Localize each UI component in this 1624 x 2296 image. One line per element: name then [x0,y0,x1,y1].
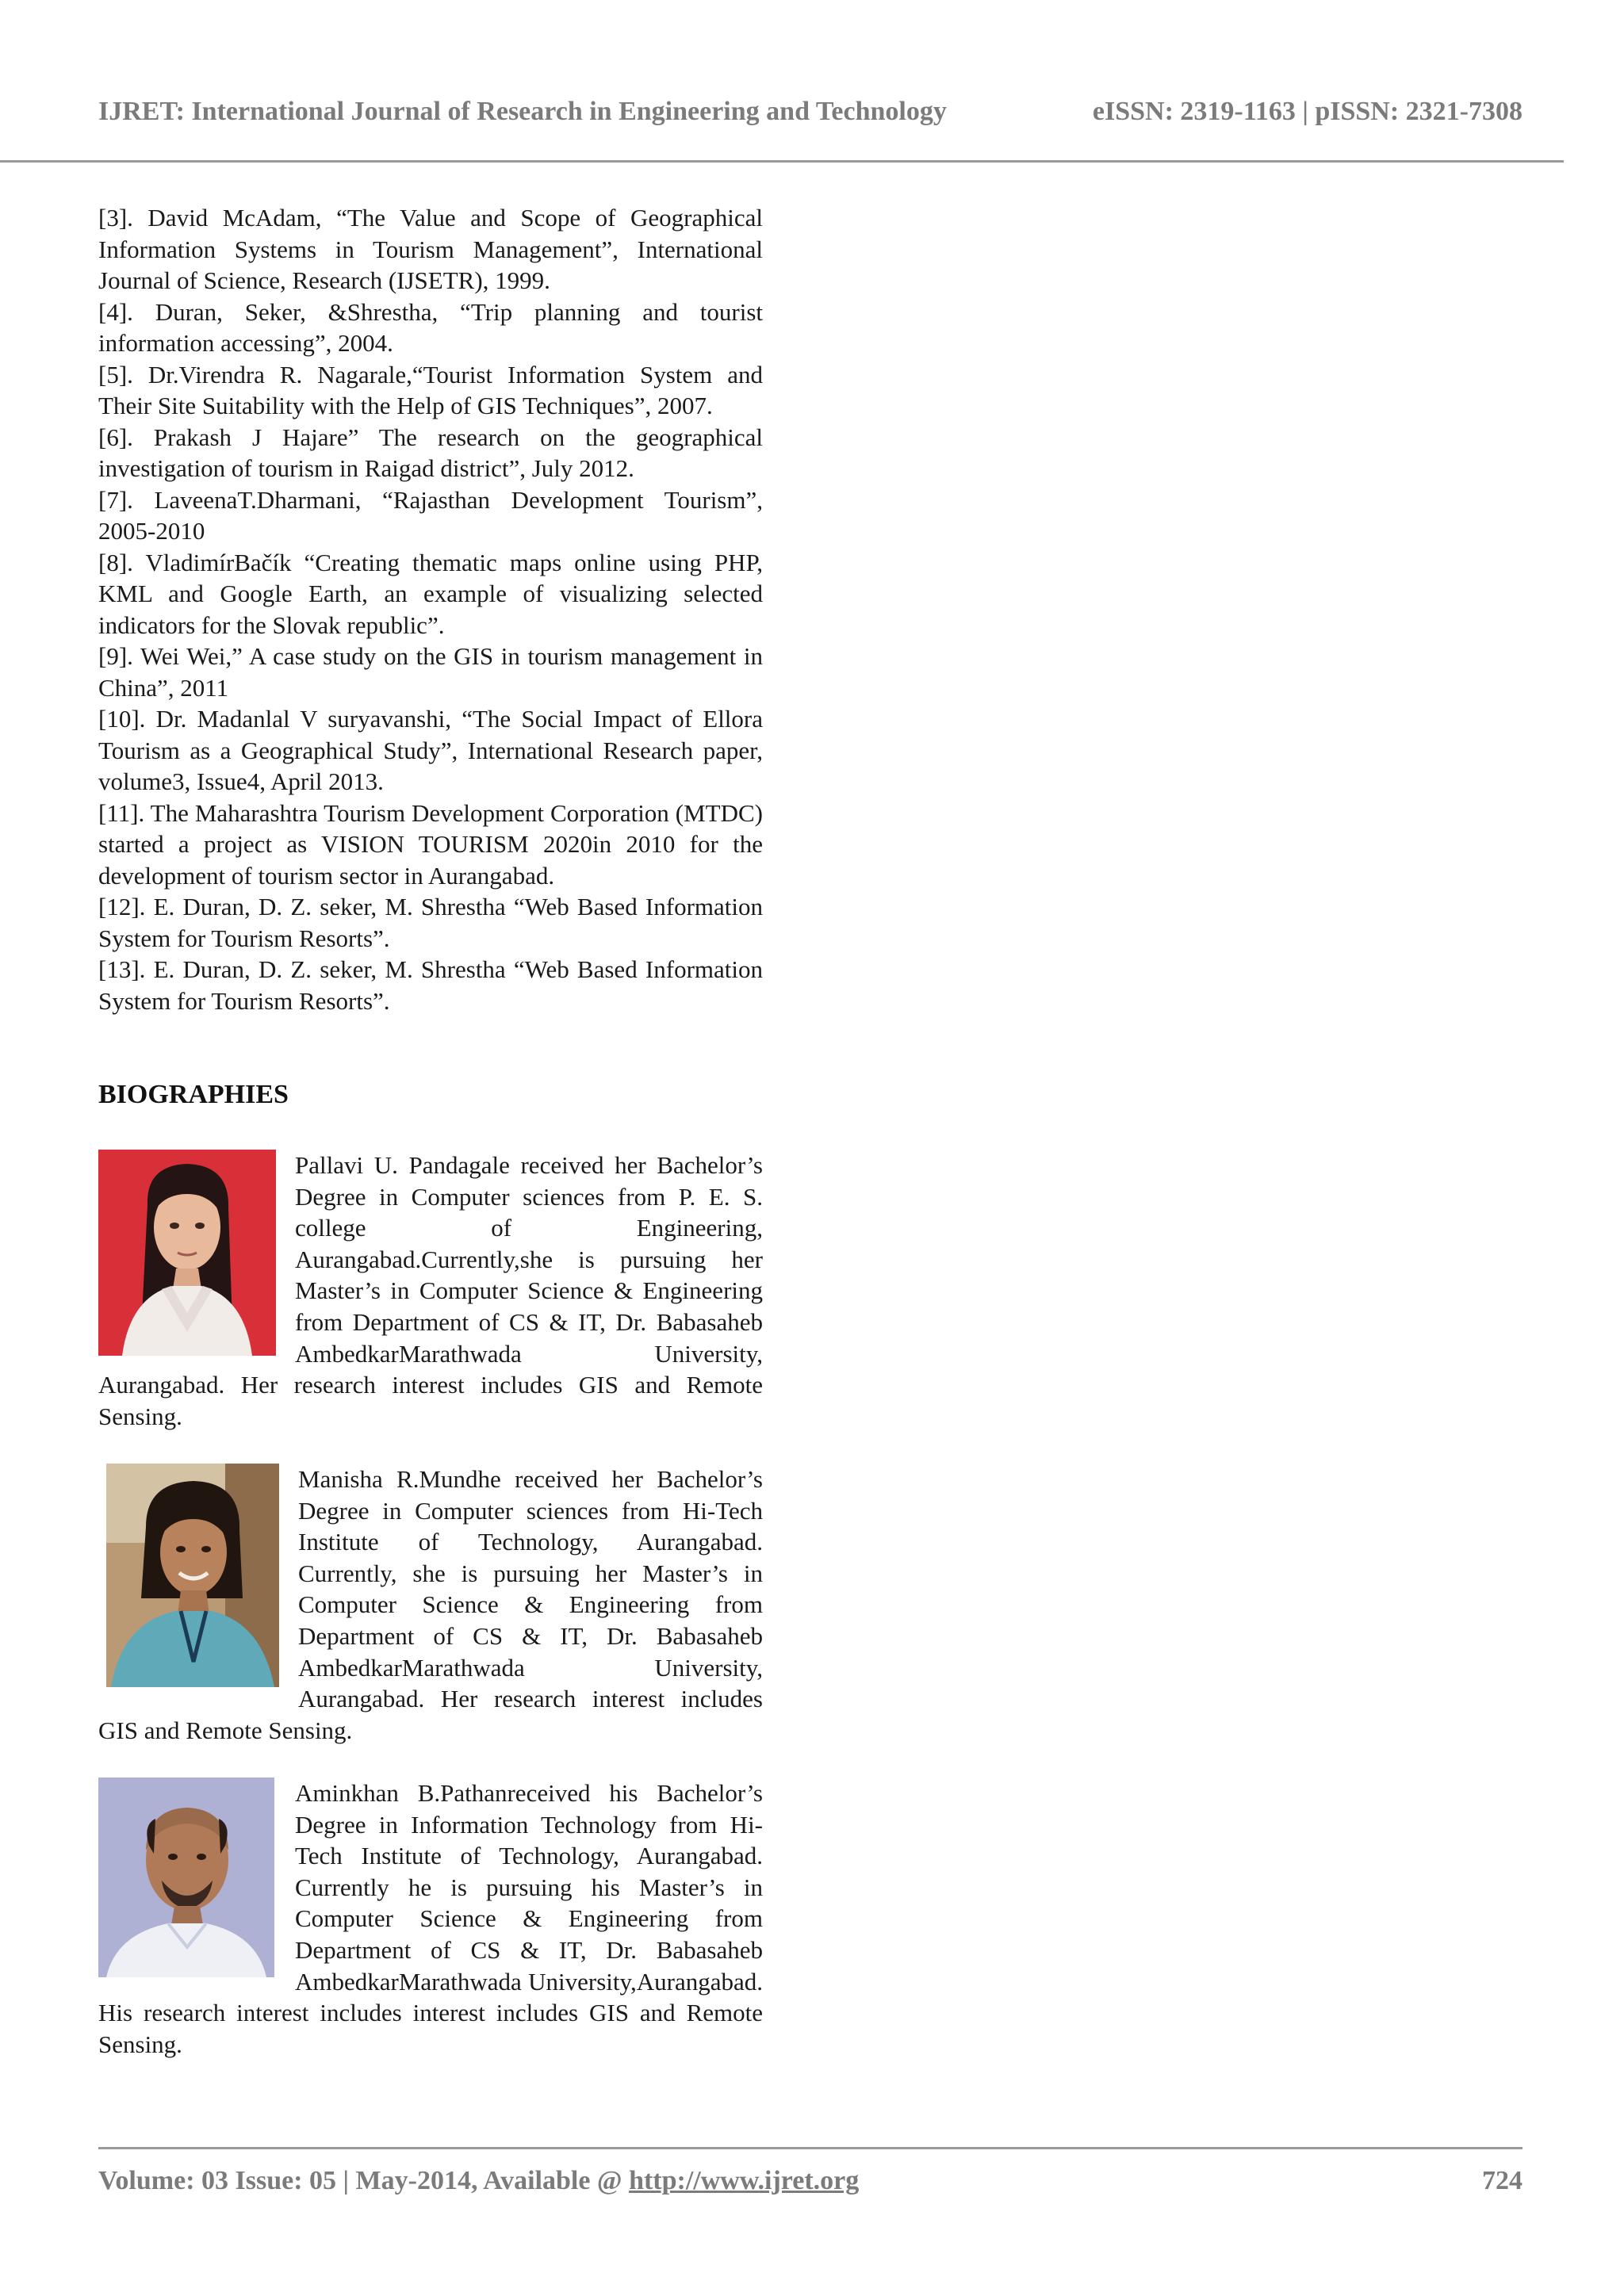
author-photo [98,1150,276,1356]
reference-item: [13]. E. Duran, D. Z. seker, M. Shrestha “Web Based Information System for Tourism Resorts”. [98,955,763,1015]
reference-item: [4]. Duran, Seker, &Shrestha, “Trip planning and tourist information accessing”, 2004. [98,297,763,357]
header-divider [0,160,1564,163]
footer-volume-text: Volume: 03 Issue: 05 | May-2014, Available @ [98,2166,630,2195]
issn-label: eISSN: 2319-1163 | pISSN: 2321-7308 [1092,97,1522,126]
footer-volume-info [98,2166,859,2196]
reference-item: [10]. Dr. Madanlal V suryavanshi, “The Social Impact of Ellora Tourism as a Geographical Study”, International Research paper, volume3, Issue4, April 2013. [98,705,763,795]
biographies-heading: BIOGRAPHIES [98,1080,289,1109]
author-photo [106,1464,279,1687]
reference-item: [3]. David McAdam, “The Value and Scope of Geographical Information Systems in Tourism Management”, International Journal of Science, Research (IJSETR), 1999. [98,204,763,294]
author-photo [98,1777,274,1977]
reference-item: [6]. Prakash J Hajare” The research on the geographical investigation of tourism in Raigad district”, July 2012. [98,423,763,482]
biography-text: Manisha R.Mundhe received her Bachelor’s Degree in Computer sciences from Hi-Tech Institute of Technology, Aurangabad. Currently, she is pursuing her Master’s in Computer Science & Engineering from Department of CS & IT, Dr. Babasaheb AmbedkarMarathwada University, Aurangabad. Her research interest includes GIS and Remote Sensing. [98,1465,763,1744]
page-header [98,97,1522,135]
reference-item: [5]. Dr.Virendra R. Nagarale,“Tourist Information System and Their Site Suitability with the Help of GIS Techniques”, 2007. [98,360,763,419]
reference-item: [7]. LaveenaT.Dharmani, “Rajasthan Development Tourism”, 2005-2010 [98,485,763,545]
footer-divider [98,2147,1522,2149]
journal-url-link[interactable]: http://www.ijret.org [629,2166,860,2195]
biography-entry [98,1777,763,2060]
reference-item: [11]. The Maharashtra Tourism Development Corporation (MTDC) started a project as VISION TOURISM 2020in 2010 for the development of tourism sector in Aurangabad. [98,798,763,890]
page-number: 724 [1482,2166,1522,2195]
biography-text: Aminkhan B.Pathanreceived his Bachelor’s Degree in Information Technology from Hi-Tech Institute of Technology, Aurangabad. Currently he is pursuing his Master’s in Computer Science & Engineering from Department of CS & IT, Dr. Babasaheb AmbedkarMarathwada University,Aurangabad. His research interest includes interest includes GIS and Remote Sensing. [98,1779,763,2058]
reference-item: [8]. VladimírBačík “Creating thematic maps online using PHP, KML and Google Earth, an example of visualizing selected indicators for the Slovak republic”. [98,548,763,639]
journal-title: IJRET: International Journal of Research in Engineering and Technology [98,97,947,126]
reference-item: [12]. E. Duran, D. Z. seker, M. Shrestha “Web Based Information System for Tourism Resorts”. [98,893,763,952]
biography-entry [98,1464,763,1746]
biography-entry [98,1150,763,1432]
references-list [98,202,763,1016]
reference-item: [9]. Wei Wei,” A case study on the GIS in tourism management in China”, 2011 [98,642,763,702]
biography-text: Pallavi U. Pandagale received her Bachelor’s Degree in Computer sciences from P. E. S. college of Engineering, Aurangabad.Currently,she is pursuing her Master’s in Computer Science & Engineering from Department of CS & IT, Dr. Babasaheb AmbedkarMarathwada University, Aurangabad. Her research interest includes GIS and Remote Sensing. [98,1151,763,1430]
